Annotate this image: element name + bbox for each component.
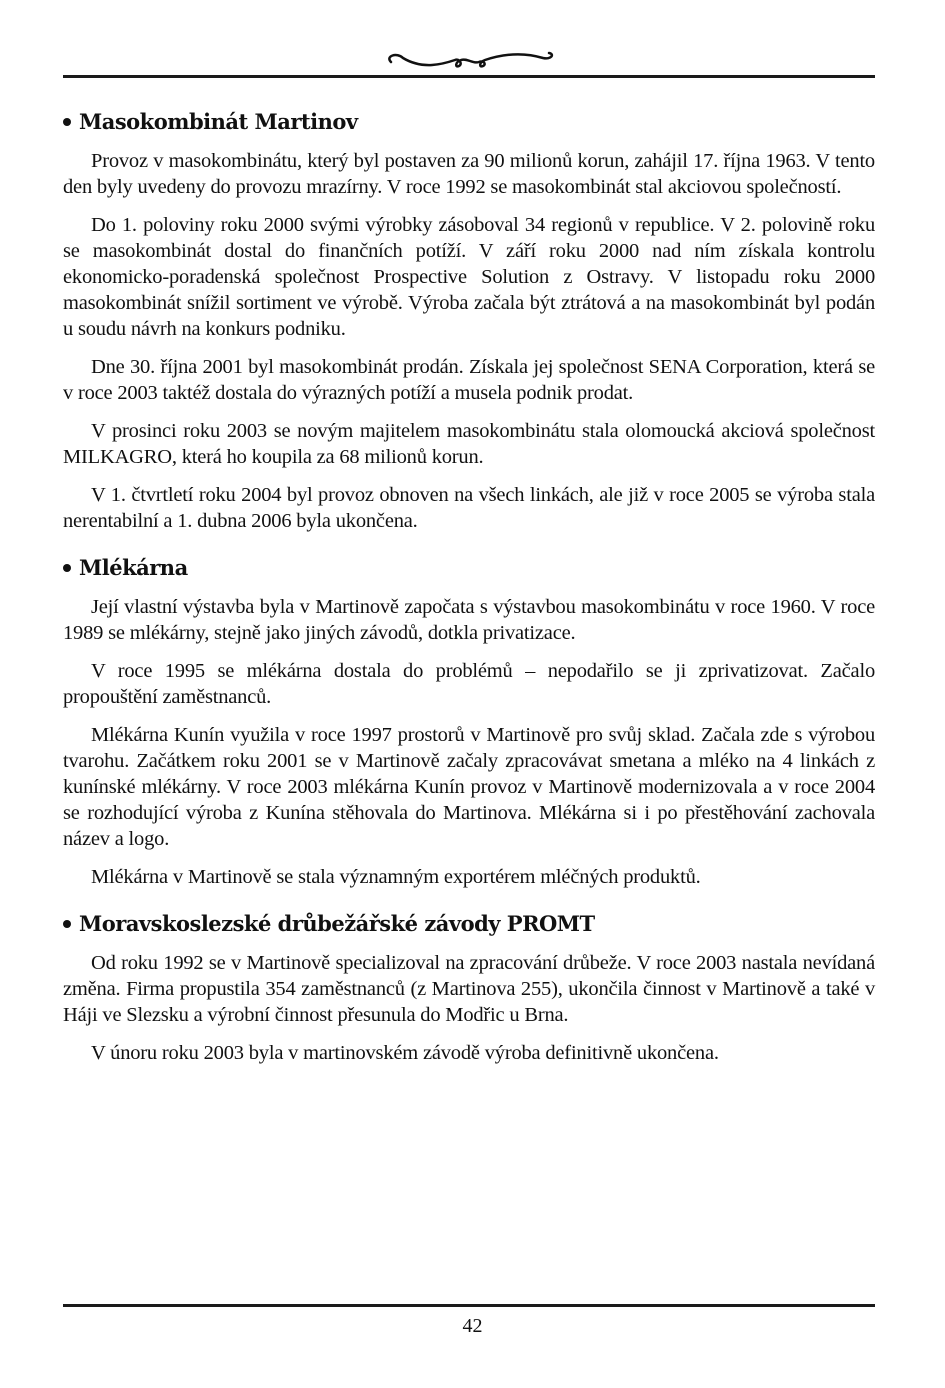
paragraph: Její vlastní výstavba byla v Martinově započata s výstavbou masokombinátu v roce 1960. V roce 1989 se mlékárny, stejně jako jiných závodů, dotkla privatizace. xyxy=(63,596,875,644)
footer-rule xyxy=(63,1304,875,1307)
paragraph: V únoru roku 2003 byla v martinovském závodě výroba definitivně ukončena. xyxy=(91,1042,719,1064)
paragraph: Mlékárna Kunín využila v roce 1997 prostorů v Martinově pro svůj sklad. Začala zde s výrobou tvarohu. Začátkem roku 2001 se v Martinově začaly zpracovávat smetana a mléko na 4 linkách z kunínské mlékárny. V roce 2003 mlékárna Kunín provoz v Martinově modernizovala a v roce 2004 se rozhodující výroba z Kunína stěhovala do Martinova. Mlékárna si i po přestěhování zachovala název a logo. xyxy=(63,724,875,850)
section-heading xyxy=(63,554,875,582)
paragraph: Dne 30. října 2001 byl masokombinát prodán. Získala jej společnost SENA Corporation, která se v roce 2003 taktéž dostala do výrazných potíží a musela podnik prodat. xyxy=(63,356,875,404)
paragraph: Mlékárna v Martinově se stala významným exportérem mléčných produktů. xyxy=(91,866,701,888)
page-content xyxy=(63,108,875,1086)
header-ornament xyxy=(0,50,945,74)
section-masokombinat xyxy=(63,108,875,534)
scroll-ornament-icon xyxy=(383,50,563,72)
section-title: Mlékárna xyxy=(79,555,188,580)
page-number: 42 xyxy=(462,1315,483,1337)
bullet-icon xyxy=(63,118,71,126)
header-rule xyxy=(63,75,875,78)
section-promt xyxy=(63,910,875,1066)
section-heading xyxy=(63,108,875,136)
paragraph: Od roku 1992 se v Martinově specializoval na zpracování drůbeže. V roce 2003 nastala nevídaná změna. Firma propustila 354 zaměstnanců (z Martinova 255), ukončila činnost v Martinově a také v Háji ve Slezsku a výrobní činnost přesunula do Modřic u Brna. xyxy=(63,952,875,1026)
bullet-icon xyxy=(63,564,71,572)
section-title: Masokombinát Martinov xyxy=(79,109,358,134)
section-heading xyxy=(63,910,875,938)
paragraph: V roce 1995 se mlékárna dostala do problémů – nepodařilo se ji zprivatizovat. Začalo propouštění zaměstnanců. xyxy=(63,660,875,708)
section-title: Moravskoslezské drůbežářské závody PROMT xyxy=(79,911,595,936)
paragraph: V prosinci roku 2003 se novým majitelem masokombinátu stala olomoucká akciová společnost MILKAGRO, která ho koupila za 68 milionů korun. xyxy=(63,420,875,468)
bullet-icon xyxy=(63,920,71,928)
paragraph: Do 1. poloviny roku 2000 svými výrobky zásoboval 34 regionů v republice. V 2. polovině roku se masokombinát dostal do finančních potíží. V září roku 2000 nad ním získala kontrolu ekonomicko-poradenská společnost Prospective Solution z Ostravy. V listopadu roku 2000 masokombinát snížil sortiment ve výrobě. Výroba začala být ztrátová a na masokombinát byl podán u soudu návrh na konkurs podniku. xyxy=(63,214,875,340)
section-mlekarna xyxy=(63,554,875,890)
paragraph: V 1. čtvrtletí roku 2004 byl provoz obnoven na všech linkách, ale již v roce 2005 se výroba stala nerentabilní a 1. dubna 2006 byla ukončena. xyxy=(63,484,875,532)
paragraph: Provoz v masokombinátu, který byl postaven za 90 milionů korun, zahájil 17. října 1963. V tento den byly uvedeny do provozu mrazírny. V roce 1992 se masokombinát stal akciovou společností. xyxy=(63,150,875,198)
